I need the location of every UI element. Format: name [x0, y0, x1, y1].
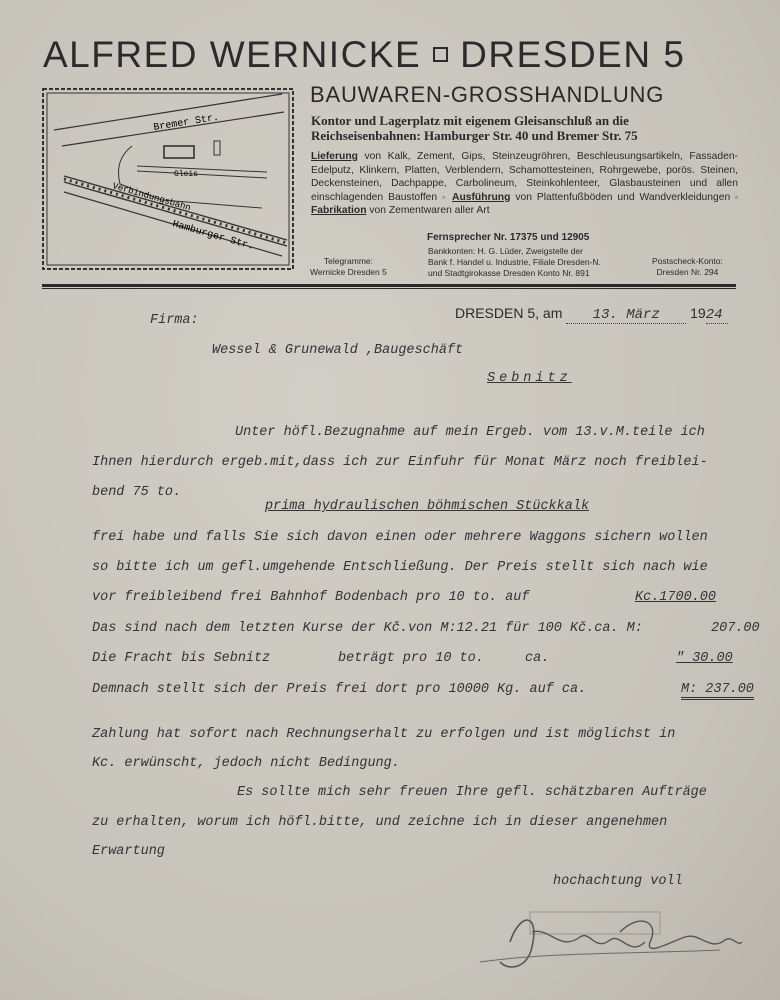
telegramme-value: Wernicke Dresden 5 [310, 267, 387, 277]
postscheck-label: Postscheck-Konto: [652, 256, 723, 266]
postscheck [652, 256, 723, 278]
closing-line-3: Erwartung [92, 844, 165, 859]
demnach-line: Demnach stellt sich der Preis frei dort pro 10000 Kg. auf ca. [92, 682, 587, 697]
date-day-month: 13. März [566, 307, 686, 324]
ausfuehrung-label: Ausführung [452, 191, 511, 203]
fabrikation-label: Fabrikation [311, 205, 367, 216]
greeting: hochachtung voll [553, 874, 683, 889]
telegramme [310, 256, 387, 278]
bank-line-1: Bankkonten: H. G. Lüder, Zweigstelle der [428, 246, 583, 256]
goods-list: Lieferung von Kalk, Zement, Gips, Steinzeugröhren, Beschleusungsartikeln, Fassaden-Edelputz, Klinkern, Platten, Verblendern, Schamottesteinen, Rohrgewebe, porös. Steinen, Deckensteinen, Dachpappe, Carbolineum, Steinkohlenteer, Glasbausteinen und allen einschlagenden Baustoffen ▫ Ausführung von Plattenfußböden und Wandverkleidungen ▫ Fabrikation von Zementwaren aller Art [311, 151, 739, 216]
body-line-5: so bitte ich um gefl.umgehende Entschließung. Der Preis stellt sich nach wie [92, 560, 708, 575]
recipient-city: Sebnitz [487, 371, 572, 386]
body-line-2: Ihnen hierdurch ergeb.mit,dass ich zur Einfuhr für Monat März noch freiblei- [92, 455, 708, 470]
postscheck-value: Dresden Nr. 294 [656, 267, 719, 277]
bank-line-2: Bank f. Handel u. Industrie, Filiale Dresden-N. [428, 257, 601, 267]
price-value: Kc.1700.00 [635, 590, 717, 605]
closing-line-1: Es sollte mich sehr freuen Ihre gefl. schätzbaren Aufträge [237, 785, 707, 800]
body-line-4: frei habe und falls Sie sich davon einen oder mehrere Waggons sichern wollen [92, 530, 708, 545]
body-line-3: bend 75 to. [92, 485, 182, 500]
site-map [42, 88, 294, 270]
fracht-line-1: Die Fracht bis Sebnitz [92, 651, 271, 666]
company-name-text: ALFRED WERNICKE [43, 34, 422, 75]
header-rule-thin [42, 288, 736, 289]
fracht-line-2: beträgt pro 10 to. [338, 651, 484, 666]
price-line: vor freibleibend frei Bahnhof Bodenbach pro 10 to. auf [92, 590, 530, 605]
ausfuehrung-text: von Plattenfußböden und Wandverkleidungen [515, 191, 731, 203]
bank-line-3: und Stadtgirokasse Dresden Konto Nr. 891 [428, 268, 590, 278]
fracht-line-3: ca. [525, 651, 550, 666]
recipient: Wessel & Grunewald ,Baugeschäft [212, 343, 464, 358]
bank-info [428, 246, 601, 279]
fabrikation-text: von Zementwaren aller Art [369, 205, 490, 216]
fernsprecher: Fernsprecher Nr. 17375 und 12905 [427, 232, 590, 243]
kurs-line: Das sind nach dem letzten Kurse der Kč.von M:12.21 für 100 Kč.ca. M: [92, 621, 643, 636]
kontor-info [311, 113, 638, 143]
map-bahn-label: Verbindungsbahn [111, 181, 192, 214]
signature-image [470, 902, 750, 982]
header-rule [42, 284, 736, 287]
map-bremer-label: Bremer Str. [152, 112, 220, 134]
product-name: prima hydraulischen böhmischen Stückkalk [265, 499, 590, 514]
goods-label: Lieferung [311, 151, 358, 162]
square-separator-icon [433, 47, 448, 62]
zahlung-line-1: Zahlung hat sofort nach Rechnungserhalt zu erfolgen und ist möglichst in [92, 727, 676, 742]
firma-label: Firma: [150, 313, 199, 328]
company-city: DRESDEN 5 [460, 34, 686, 75]
company-name [43, 34, 685, 76]
year-suffix: 24 [706, 307, 728, 324]
closing-line-2: zu erhalten, worum ich höfl.bitte, und zeichne ich in dieser angenehmen [92, 815, 668, 830]
kurs-value: 207.00 [711, 621, 760, 636]
year-prefix: 19 [690, 305, 706, 321]
date-line [455, 305, 728, 324]
fracht-value: " 30.00 [676, 651, 733, 666]
map-gleis-label: Gleis [174, 170, 199, 179]
telegramme-label: Telegramme: [323, 256, 373, 266]
goods-text: von Kalk, Zement, Gips, Steinzeugröhren, Beschleusungsartikeln, Fassaden-Edelputz, Klinkern, Platten, Verblendern, Schamottesteinen, Rohrgewebe, porös. Steinen, Deckensteinen, Dachpappe, Carbolineum, Steinkohlenteer, Glasbausteinen und allen einschlagenden Baustoffen [311, 151, 738, 203]
kontor-line-2: Reichseisenbahnen: Hamburger Str. 40 und Bremer Str. 75 [311, 128, 638, 143]
kontor-line-1: Kontor und Lagerplatz mit eigenem Gleisanschluß an die [311, 113, 629, 128]
company-subtitle: BAUWAREN-GROSSHANDLUNG [310, 82, 665, 107]
place-prefix: DRESDEN 5, am [455, 305, 563, 321]
map-hamburger-label: Hamburger Str. [170, 219, 255, 254]
zahlung-line-2: Kc. erwünscht, jedoch nicht Bedingung. [92, 756, 400, 771]
body-line-1: Unter höfl.Bezugnahme auf mein Ergeb. vom 13.v.M.teile ich [235, 425, 705, 440]
demnach-value: M: 237.00 [681, 682, 754, 700]
